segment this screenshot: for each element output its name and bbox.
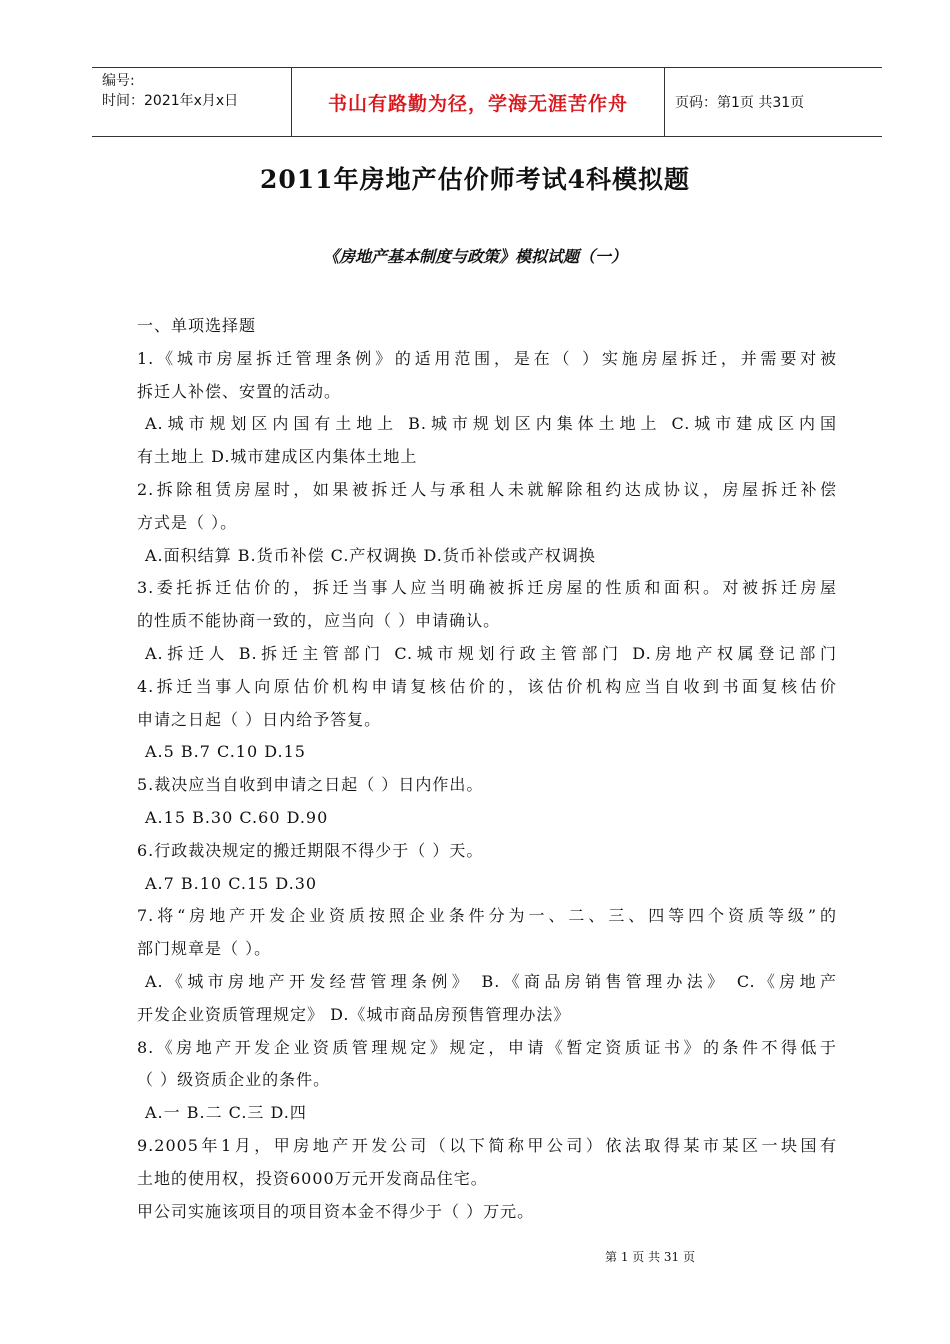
header-time-label: 时间：2021年x月x日: [102, 93, 239, 109]
question-line: 申请之日起（ ）日内给予答复。: [137, 709, 382, 729]
question-body: [137, 310, 837, 1228]
option-line: 开发企业资质管理规定》 D.《城市商品房预售管理办法》: [137, 1004, 571, 1024]
header-page-info: 页码：第1页 共31页: [675, 95, 805, 111]
question-line: 方式是（ ）。: [137, 512, 238, 532]
option-line: A.拆迁人 B.拆迁主管部门 C.城市规划行政主管部门 D.房地产权属登记部门: [145, 643, 837, 663]
question-line: 6.行政裁决规定的搬迁期限不得少于（ ）天。: [137, 840, 484, 860]
question-line: 3.委托拆迁估价的，拆迁当事人应当明确被拆迁房屋的性质和面积。对被拆迁房屋: [137, 578, 837, 598]
document-subtitle: 《房地产基本制度与政策》模拟试题（一）: [322, 247, 627, 266]
header-number-label: 编号:: [102, 73, 135, 89]
option-line: 有土地上 D.城市建成区内集体土地上: [137, 447, 418, 467]
question-line: 的性质不能协商一致的，应当向（ ）申请确认。: [137, 611, 501, 631]
option-line: A.《城市房地产开发经营管理条例》 B.《商品房销售管理办法》 C.《房地产: [145, 971, 837, 991]
question-line: 1.《城市房屋拆迁管理条例》的适用范围，是在（ ）实施房屋拆迁，并需要对被: [137, 348, 837, 368]
header-meta: [92, 68, 292, 136]
option-line: A.15 B.30 C.60 D.90: [145, 807, 329, 827]
question-line: 土地的使用权，投资6000万元开发商品住宅。: [137, 1168, 488, 1188]
question-line: 4.拆迁当事人向原估价机构申请复核估价的，该估价机构应当自收到书面复核估价: [137, 676, 837, 696]
question-line: 8.《房地产开发企业资质管理规定》规定，申请《暂定资质证书》的条件不得低于: [137, 1037, 837, 1057]
question-line: 2.拆除租赁房屋时，如果被拆迁人与承租人未就解除租约达成协议，房屋拆迁补偿: [137, 479, 837, 499]
document-title: 2011年房地产估价师考试4科模拟题: [260, 165, 690, 194]
option-line: A.面积结算 B.货币补偿 C.产权调换 D.货币补偿或产权调换: [145, 545, 596, 565]
header-motto: 书山有路勤为径，学海无涯苦作舟: [292, 68, 665, 136]
question-line: 部门规章是（ ）。: [137, 939, 272, 959]
question-line: 9.2005年1月，甲房地产开发公司（以下简称甲公司）依法取得某市某区一块国有: [137, 1135, 837, 1155]
question-line: 甲公司实施该项目的项目资本金不得少于（ ）万元。: [137, 1201, 535, 1221]
page-header: [92, 67, 882, 137]
question-line: （ ）级资质企业的条件。: [137, 1070, 331, 1090]
page-footer: 第 1 页 共 31 页: [605, 1250, 695, 1264]
option-line: A.一 B.二 C.三 D.四: [145, 1103, 307, 1123]
question-line: 5.裁决应当自收到申请之日起（ ）日内作出。: [137, 775, 484, 795]
question-line: 拆迁人补偿、安置的活动。: [137, 381, 342, 401]
option-line: A.城市规划区内国有土地上 B.城市规划区内集体土地上 C.城市建成区内国: [145, 414, 837, 434]
section-heading: 一、单项选择题: [137, 316, 257, 335]
option-line: A.5 B.7 C.10 D.15: [145, 742, 306, 762]
option-line: A.7 B.10 C.15 D.30: [145, 873, 318, 893]
question-line: 7.将“房地产开发企业资质按照企业条件分为一、二、三、四等四个资质等级”的: [137, 906, 837, 926]
